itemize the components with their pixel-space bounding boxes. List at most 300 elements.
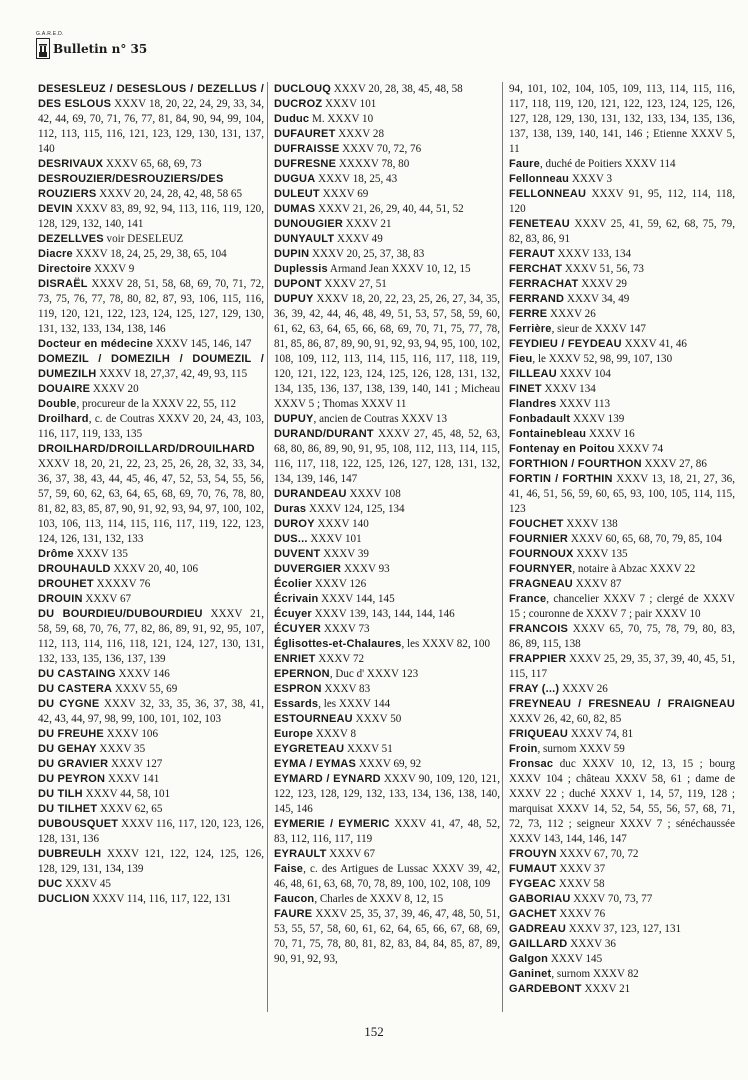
index-entry xyxy=(274,712,500,727)
entry-references: XXXV 26 xyxy=(547,308,596,320)
index-entry xyxy=(38,82,264,157)
entry-heading: Écolier xyxy=(274,578,313,590)
entry-references: XXXV 21 xyxy=(581,983,631,995)
entry-references: voir DESELEUZ xyxy=(103,233,184,245)
entry-references: XXXV 37, 123, 127, 131 xyxy=(566,923,682,935)
entry-heading: FORTHION / FOURTHON xyxy=(509,458,642,470)
index-entry xyxy=(509,922,735,937)
index-entry xyxy=(274,502,500,517)
index-entry xyxy=(509,937,735,952)
entry-heading: FOURNIER xyxy=(509,533,569,545)
entry-heading: EYMA / EYMAS xyxy=(274,758,357,770)
entry-references: XXXV 25, 35, 37, 39, 46, 47, 48, 50, 51, 53, 55, 57, 58, 60, 61, 62, 64, 65, 66, 67, 68, 69, 70, 71, 75, 78, 80, 81, 82, 83, 84, 84, 85, 87, 89, 90, 91, 92, 93, xyxy=(274,908,500,965)
entry-references: XXXV 39 xyxy=(320,548,369,560)
entry-heading: DU BOURDIEU/DUBOURDIEU xyxy=(38,608,203,620)
index-entry xyxy=(274,667,500,682)
entry-references: XXXV 146 xyxy=(115,668,170,680)
entry-heading: ENRIET xyxy=(274,653,316,665)
entry-references: XXXV 28 xyxy=(335,128,384,140)
entry-heading: DU TILH xyxy=(38,788,83,800)
entry-references: XXXV 35 xyxy=(96,743,146,755)
index-entry xyxy=(38,817,264,847)
entry-heading: GABORIAU xyxy=(509,893,571,905)
entry-references: XXXV 87 xyxy=(572,578,622,590)
index-entry xyxy=(509,277,735,292)
entry-references: XXXV 18, 20, 21, 22, 23, 25, 26, 28, 32, 33, 34, 36, 37, 38, 43, 44, 45, 46, 47, 52, 53, 54, 55, 56, 57, 59, 60, 62, 63, 64, 65, 68, 69, 70, 76, 78, 80, 81, 82, 83, 85, 87, 90, 91, 92, 93, 94, 97, 100, 102, 103, 106, 113, 114, 115, 116, 117, 119, 122, 123, 124, 126, 131, 132, 133 xyxy=(38,458,264,545)
index-column-2 xyxy=(274,82,500,967)
entry-heading: Directoire xyxy=(38,263,92,275)
entry-heading: DUCROZ xyxy=(274,98,323,110)
entry-references: XXXV 32, 33, 35, 36, 37, 38, 41, 42, 43, 44, 97, 98, 99, 100, 101, 102, 103 xyxy=(38,698,264,725)
bulletin-title: Bulletin n° 35 xyxy=(53,42,148,56)
index-entry xyxy=(38,802,264,817)
entry-references: , surnom XXXV 59 xyxy=(537,743,625,755)
entry-heading: DUS... xyxy=(274,533,308,545)
index-entry xyxy=(509,262,735,277)
entry-references: XXXV 44, 58, 101 xyxy=(82,788,171,800)
entry-heading: Duplessis xyxy=(274,263,328,275)
entry-heading: Fontenay en Poitou xyxy=(509,443,615,455)
index-entry xyxy=(38,742,264,757)
entry-references: XXXV 20, 24, 28, 42, 48, 58 65 xyxy=(96,188,242,200)
entry-heading: DROUHAULD xyxy=(38,563,111,575)
entry-heading: EPERNON xyxy=(274,668,330,680)
index-entry xyxy=(274,292,500,412)
index-entry xyxy=(274,157,500,172)
index-entry xyxy=(509,337,735,352)
entry-heading: FRIQUEAU xyxy=(509,728,569,740)
entry-heading: GAILLARD xyxy=(509,938,568,950)
entry-heading: DUGUA xyxy=(274,173,316,185)
entry-references: XXXV 139, 143, 144, 144, 146 xyxy=(311,608,455,620)
entry-references: XXXV 20, 25, 37, 38, 83 xyxy=(309,248,425,260)
entry-heading: FOURNOUX xyxy=(509,548,574,560)
entry-references: XXXV 113 xyxy=(556,398,611,410)
index-entry xyxy=(509,472,735,517)
entry-heading: DU FREUHE xyxy=(38,728,104,740)
column-divider xyxy=(502,82,503,1012)
index-entry xyxy=(509,622,735,652)
index-entry xyxy=(38,412,264,442)
entry-references: XXXV 124, 125, 134 xyxy=(306,503,405,515)
index-entry xyxy=(509,382,735,397)
index-entry xyxy=(274,82,500,97)
index-entry xyxy=(509,562,735,577)
entry-references: XXXV 126 xyxy=(312,578,367,590)
index-entry xyxy=(274,187,500,202)
entry-heading: FRAGNEAU xyxy=(509,578,573,590)
entry-references: XXXV 20 xyxy=(90,383,139,395)
entry-heading: FERCHAT xyxy=(509,263,563,275)
index-entry xyxy=(509,757,735,847)
entry-heading: Fonbadault xyxy=(509,413,571,425)
entry-heading: FRANCOIS xyxy=(509,623,569,635)
index-entry xyxy=(509,697,735,727)
entry-heading: FUMAUT xyxy=(509,863,557,875)
entry-heading: EYGRETEAU xyxy=(274,743,345,755)
entry-references: XXXV 25, 29, 35, 37, 39, 40, 45, 51, 115, 117 xyxy=(509,653,735,680)
entry-references: XXXV 69 xyxy=(319,188,369,200)
index-entry xyxy=(38,772,264,787)
entry-references: XXXV 83, 89, 92, 94, 113, 116, 119, 120, 128, 129, 132, 140, 141 xyxy=(38,203,264,230)
index-entry xyxy=(38,667,264,682)
entry-heading: FREYNEAU / FRESNEAU / FRAIGNEAU xyxy=(509,698,735,710)
bulletin-logo-icon xyxy=(36,38,50,59)
entry-heading: FYGEAC xyxy=(509,878,557,890)
index-entry xyxy=(38,697,264,727)
entry-references: , c. des Artigues de Lussac XXXV 39, 42, 46, 48, 61, 63, 68, 70, 78, 89, 100, 102, 108, 109 xyxy=(274,863,500,890)
entry-heading: Duras xyxy=(274,503,307,515)
entry-heading: EYRAULT xyxy=(274,848,327,860)
index-entry xyxy=(509,952,735,967)
entry-references: XXXV 26, 42, 60, 82, 85 xyxy=(509,713,622,725)
entry-heading: FERAUT xyxy=(509,248,555,260)
entry-heading: FORTIN / FORTHIN xyxy=(509,473,613,485)
entry-heading: DULEUT xyxy=(274,188,320,200)
entry-references: 94, 101, 102, 104, 105, 109, 113, 114, 115, 116, 117, 118, 119, 120, 121, 122, 123, 124, 125, 126, 127, 128, 129, 130, 131, 132, 133, 134, 135, 136, 137, 138, 139, 140, 141, 146 ; Etienne XXXV 5, 11 xyxy=(509,83,735,155)
entry-references: XXXV 18, 24, 25, 29, 38, 65, 104 xyxy=(72,248,227,260)
entry-heading: Fronsac xyxy=(509,758,554,770)
entry-references: XXXV 72 xyxy=(315,653,365,665)
entry-heading: DOMEZIL / DOMEZILH / DOUMEZIL / DUMEZILH xyxy=(38,353,264,380)
index-entry xyxy=(274,217,500,232)
index-entry xyxy=(509,457,735,472)
entry-references: XXXV 65, 68, 69, 73 xyxy=(103,158,202,170)
index-entry xyxy=(274,772,500,817)
entry-references: XXXXV 76 xyxy=(93,578,151,590)
entry-references: XXXV 29 xyxy=(578,278,627,290)
entry-references: XXXV 16 xyxy=(586,428,635,440)
entry-heading: Fellonneau xyxy=(509,173,570,185)
index-entry xyxy=(509,742,735,757)
entry-heading: GADREAU xyxy=(509,923,567,935)
index-entry xyxy=(274,727,500,742)
entry-references: XXXV 45 xyxy=(62,878,111,890)
entry-references: XXXV 41, 47, 48, 52, 83, 112, 116, 117, 119 xyxy=(274,818,501,845)
entry-heading: DUFRESNE xyxy=(274,158,337,170)
entry-heading: DUPONT xyxy=(274,278,322,290)
entry-references: XXXV 37 xyxy=(556,863,606,875)
entry-references: , c. de Coutras XXXV 20, 24, 43, 103, 116, 117, 119, 133, 135 xyxy=(38,413,264,440)
index-entry xyxy=(509,547,735,562)
index-entry xyxy=(274,652,500,667)
index-entry xyxy=(509,967,735,982)
index-entry xyxy=(38,262,264,277)
entry-references: XXXV 141 xyxy=(105,773,160,785)
entry-references: XXXV 20, 40, 106 xyxy=(110,563,199,575)
entry-heading: DUCLOUQ xyxy=(274,83,332,95)
entry-references: XXXV 101 xyxy=(307,533,362,545)
index-entry xyxy=(509,577,735,592)
index-entry xyxy=(274,847,500,862)
entry-heading: DU GEHAY xyxy=(38,743,97,755)
index-entry xyxy=(274,487,500,502)
entry-references: XXXV 104 xyxy=(556,368,611,380)
entry-references: XXXV 21 xyxy=(343,218,392,230)
entry-references: , chancelier XXXV 7 ; clergé de XXXV 15 ; couronne de XXXV 7 ; pair XXXV 10 xyxy=(509,593,735,620)
entry-heading: DU GRAVIER xyxy=(38,758,109,770)
entry-references: XXXV 51, 56, 73 xyxy=(562,263,644,275)
index-entry xyxy=(38,157,264,172)
entry-references: XXXV 144, 145 xyxy=(318,593,395,605)
entry-heading: Ferrière xyxy=(509,323,552,335)
index-column-3 xyxy=(509,82,735,997)
entry-references: XXXV 34, 49 xyxy=(564,293,630,305)
entry-references: , les XXXV 144 xyxy=(318,698,391,710)
entry-references: XXXV 58 xyxy=(556,878,605,890)
entry-references: XXXV 108 xyxy=(346,488,401,500)
entry-references: XXXV 13, 18, 21, 27, 36, 41, 46, 51, 56, 59, 60, 65, 93, 100, 105, 114, 115, 123 xyxy=(509,473,735,515)
entry-heading: DUFRAISSE xyxy=(274,143,340,155)
entry-heading: FROUYN xyxy=(509,848,557,860)
index-entry xyxy=(274,697,500,712)
entry-references: XXXV 21, 58, 59, 68, 70, 76, 77, 82, 86, 89, 91, 92, 95, 107, 112, 113, 114, 116, 118, 121, 124, 127, 130, 131, 132, 133, 135, 136, 137, 139 xyxy=(38,608,265,665)
entry-heading: Droilhard xyxy=(38,413,89,425)
entry-references: XXXV 67 xyxy=(326,848,376,860)
entry-heading: Écuyer xyxy=(274,608,312,620)
entry-heading: DUPUY xyxy=(274,293,314,305)
entry-references: XXXV 91, 95, 112, 114, 118, 120 xyxy=(509,188,735,215)
entry-heading: Diacre xyxy=(38,248,73,260)
entry-references: XXXV 138 xyxy=(563,518,618,530)
entry-heading: ESTOURNEAU xyxy=(274,713,353,725)
index-entry xyxy=(509,292,735,307)
index-entry xyxy=(274,247,500,262)
index-entry xyxy=(38,232,264,247)
entry-heading: FAURE xyxy=(274,908,313,920)
entry-heading: ESPRON xyxy=(274,683,322,695)
entry-heading: DU CYGNE xyxy=(38,698,100,710)
entry-heading: DROILHARD/DROILLARD/DROUILHARD xyxy=(38,443,255,455)
entry-references: XXXV 8 xyxy=(313,728,357,740)
index-entry xyxy=(509,352,735,367)
entry-heading: GARDEBONT xyxy=(509,983,582,995)
entry-heading: ÉCUYER xyxy=(274,623,322,635)
entry-heading: EYMERIE / EYMERIC xyxy=(274,818,390,830)
entry-heading: Fieu xyxy=(509,353,533,365)
index-entry xyxy=(274,562,500,577)
index-entry xyxy=(38,337,264,352)
index-entry xyxy=(38,562,264,577)
index-entry xyxy=(509,847,735,862)
entry-heading: DU CASTAING xyxy=(38,668,116,680)
entry-heading: FERRAND xyxy=(509,293,565,305)
entry-references: XXXV 106 xyxy=(103,728,159,740)
entry-references: XXXV 28, 51, 58, 68, 69, 70, 71, 72, 73, 75, 76, 77, 78, 80, 82, 87, 93, 106, 115, 116, 119, 120, 121, 122, 123, 124, 125, 127, 129, 130, 131, 132, 133, 134, 138, 146 xyxy=(38,278,264,335)
index-entry xyxy=(274,427,500,487)
index-entry xyxy=(509,682,735,697)
entry-heading: Faise xyxy=(274,863,304,875)
index-entry xyxy=(274,592,500,607)
entry-heading: DUFAURET xyxy=(274,128,336,140)
entry-references: XXXV 90, 109, 120, 121, 122, 123, 128, 129, 132, 133, 134, 136, 138, 140, 145, 146 xyxy=(274,773,500,815)
entry-heading: DUVENT xyxy=(274,548,321,560)
index-entry xyxy=(509,322,735,337)
entry-references: XXXV 27, 45, 48, 52, 63, 68, 80, 86, 89, 90, 91, 95, 108, 112, 113, 114, 115, 116, 117, 118, 122, 125, 126, 127, 128, 131, 132, 134, 139, 146, 147 xyxy=(274,428,500,485)
index-entry xyxy=(509,217,735,247)
index-entry xyxy=(274,757,500,772)
entry-heading: FERRACHAT xyxy=(509,278,579,290)
index-entry xyxy=(38,202,264,232)
entry-heading: Galgon xyxy=(509,953,549,965)
entry-references: XXXV 70, 72, 76 xyxy=(339,143,422,155)
index-column-1 xyxy=(38,82,264,907)
publisher-code: G.A.R.E.D. xyxy=(36,31,64,37)
entry-heading: DROUIN xyxy=(38,593,83,605)
index-entry xyxy=(274,172,500,187)
entry-heading: Ganinet xyxy=(509,968,552,980)
entry-heading: DISRAËL xyxy=(38,278,88,290)
entry-references: XXXV 134 xyxy=(541,383,596,395)
entry-references: , sieur de XXXV 147 xyxy=(551,323,646,335)
index-entry xyxy=(274,892,500,907)
entry-references: XXXV 73 xyxy=(321,623,370,635)
entry-heading: FINET xyxy=(509,383,542,395)
entry-heading: FENETEAU xyxy=(509,218,570,230)
entry-heading: DEVIN xyxy=(38,203,73,215)
entry-references: XXXV 18, 20, 22, 23, 25, 26, 27, 34, 35, 36, 39, 42, 44, 46, 48, 49, 51, 53, 57, 58, 59, 60, 61, 62, 63, 64, 65, 66, 68, 69, 70, 71, 75, 77, 78, 81, 85, 86, 87, 89, 90, 91, 92, 93, 94, 95, 100, 102, 108, 109, 112, 113, 114, 115, 116, 117, 118, 119, 120, 121, 122, 123, 124, 125, 126, 128, 131, 132, 134, 135, 136, 137, 138, 139, 140, 141 ; Micheau XXXV 5 ; Thomas XXXV 11 xyxy=(274,293,500,410)
entry-references: M. XXXV 10 xyxy=(309,113,374,125)
entry-references: XXXV 20, 28, 38, 45, 48, 58 xyxy=(331,83,463,95)
entry-heading: DUMAS xyxy=(274,203,316,215)
index-entry xyxy=(274,817,500,847)
index-entry xyxy=(509,247,735,262)
entry-heading: DESESLEUZ / DESESLOUS / DEZELLUS / DES ESLOUS xyxy=(38,83,264,110)
entry-references: XXXV 36 xyxy=(567,938,616,950)
entry-references: XXXV 60, 65, 68, 70, 79, 85, 104 xyxy=(568,533,722,545)
index-entry xyxy=(509,652,735,682)
entry-references: , duché de Poitiers XXXV 114 xyxy=(539,158,676,170)
entry-references: XXXV 69, 92 xyxy=(356,758,422,770)
entry-heading: Églisottes-et-Chalaures xyxy=(274,638,402,650)
entry-references: XXXV 116, 117, 120, 123, 126, 128, 131, 136 xyxy=(38,818,264,845)
entry-references: XXXV 93 xyxy=(341,563,390,575)
entry-heading: DUROY xyxy=(274,518,315,530)
entry-references: XXXV 67 xyxy=(82,593,132,605)
entry-heading: DU PEYRON xyxy=(38,773,106,785)
index-entry xyxy=(509,307,735,322)
index-entry xyxy=(509,907,735,922)
entry-heading: DESROUZIER/DESROUZIERS/DES ROUZIERS xyxy=(38,173,224,200)
entry-references: XXXV 18, 25, 43 xyxy=(315,173,398,185)
index-entry xyxy=(274,682,500,697)
index-entry xyxy=(274,142,500,157)
index-entry xyxy=(274,412,500,427)
index-entry xyxy=(509,982,735,997)
entry-references: XXXV 74, 81 xyxy=(568,728,634,740)
entry-references: , ancien de Coutras XXXV 13 xyxy=(313,413,448,425)
entry-heading: DUNOUGIER xyxy=(274,218,344,230)
index-entry xyxy=(509,367,735,382)
index-entry xyxy=(274,517,500,532)
entry-heading: Drôme xyxy=(38,548,74,560)
index-entry xyxy=(38,397,264,412)
entry-heading: DUC xyxy=(38,878,63,890)
entry-references: XXXV 9 xyxy=(91,263,135,275)
entry-heading: FOUCHET xyxy=(509,518,564,530)
entry-heading: FOURNYER xyxy=(509,563,573,575)
index-entry xyxy=(274,112,500,127)
index-entry xyxy=(38,592,264,607)
entry-references: XXXV 3 xyxy=(569,173,613,185)
index-entry xyxy=(509,412,735,427)
entry-heading: Flandres xyxy=(509,398,557,410)
index-entry xyxy=(509,172,735,187)
index-entry xyxy=(509,187,735,217)
index-entry xyxy=(274,127,500,142)
index-entry xyxy=(38,547,264,562)
entry-heading: Duduc xyxy=(274,113,310,125)
entry-references: , surnom XXXV 82 xyxy=(551,968,639,980)
index-entry xyxy=(274,202,500,217)
entry-references: XXXV 18, 27,37, 42, 49, 93, 115 xyxy=(96,368,248,380)
page-number: 152 xyxy=(364,1024,384,1039)
entry-heading: France xyxy=(509,593,547,605)
index-entry xyxy=(38,682,264,697)
index-entry xyxy=(509,592,735,622)
entry-heading: Fontainebleau xyxy=(509,428,587,440)
index-entry xyxy=(38,787,264,802)
entry-references: XXXV 27, 86 xyxy=(641,458,707,470)
index-entry xyxy=(509,157,735,172)
index-entry xyxy=(274,577,500,592)
entry-references: XXXV 121, 122, 124, 125, 126, 128, 129, 131, 134, 139 xyxy=(38,848,264,875)
index-entry xyxy=(274,622,500,637)
index-entry xyxy=(38,442,264,547)
entry-heading: GACHET xyxy=(509,908,557,920)
index-entry xyxy=(274,907,500,967)
index-entry xyxy=(274,607,500,622)
entry-references: XXXV 41, 46 xyxy=(621,338,687,350)
entry-heading: DROUHET xyxy=(38,578,94,590)
entry-references: XXXV 133, 134 xyxy=(554,248,632,260)
entry-references: XXXV 135 xyxy=(73,548,128,560)
entry-heading: DUBREULH xyxy=(38,848,102,860)
entry-heading: FILLEAU xyxy=(509,368,557,380)
entry-references: XXXV 135 xyxy=(573,548,628,560)
entry-heading: DEZELLVES xyxy=(38,233,104,245)
index-entry xyxy=(509,892,735,907)
entry-references: XXXV 50 xyxy=(352,713,402,725)
entry-references: XXXV 18, 20, 22, 24, 29, 33, 34, 42, 44, 69, 70, 71, 76, 77, 81, 84, 90, 94, 99, 104, 112, 113, 115, 116, 121, 123, 129, 130, 131, 137, 140 xyxy=(38,98,264,155)
index-entry xyxy=(509,427,735,442)
entry-references: XXXV 114, 116, 117, 122, 131 xyxy=(89,893,232,905)
index-entry xyxy=(38,757,264,772)
entry-heading: Essards xyxy=(274,698,319,710)
entry-heading: DUBOUSQUET xyxy=(38,818,119,830)
entry-heading: Écrivain xyxy=(274,593,319,605)
index-entry xyxy=(509,397,735,412)
entry-heading: FEYDIEU / FEYDEAU xyxy=(509,338,622,350)
entry-heading: DOUAIRE xyxy=(38,383,91,395)
entry-heading: DUVERGIER xyxy=(274,563,342,575)
entry-references: XXXV 101 xyxy=(322,98,377,110)
index-entry xyxy=(38,847,264,877)
entry-references: , Duc d' XXXV 123 xyxy=(329,668,419,680)
entry-references: , le XXXV 52, 98, 99, 107, 130 xyxy=(532,353,673,365)
index-entry xyxy=(274,862,500,892)
entry-references: XXXV 74 xyxy=(614,443,664,455)
entry-references: , notaire à Abzac XXXV 22 xyxy=(572,563,696,575)
entry-references: XXXV 21, 26, 29, 40, 44, 51, 52 xyxy=(315,203,464,215)
entry-heading: DUPIN xyxy=(274,248,310,260)
entry-references: , les XXXV 82, 100 xyxy=(401,638,491,650)
entry-references: XXXV 62, 65 xyxy=(97,803,163,815)
entry-heading: DURANDEAU xyxy=(274,488,347,500)
index-entry xyxy=(509,862,735,877)
entry-heading: Faucon xyxy=(274,893,315,905)
entry-references: Armand Jean XXXV 10, 12, 15 xyxy=(327,263,471,275)
